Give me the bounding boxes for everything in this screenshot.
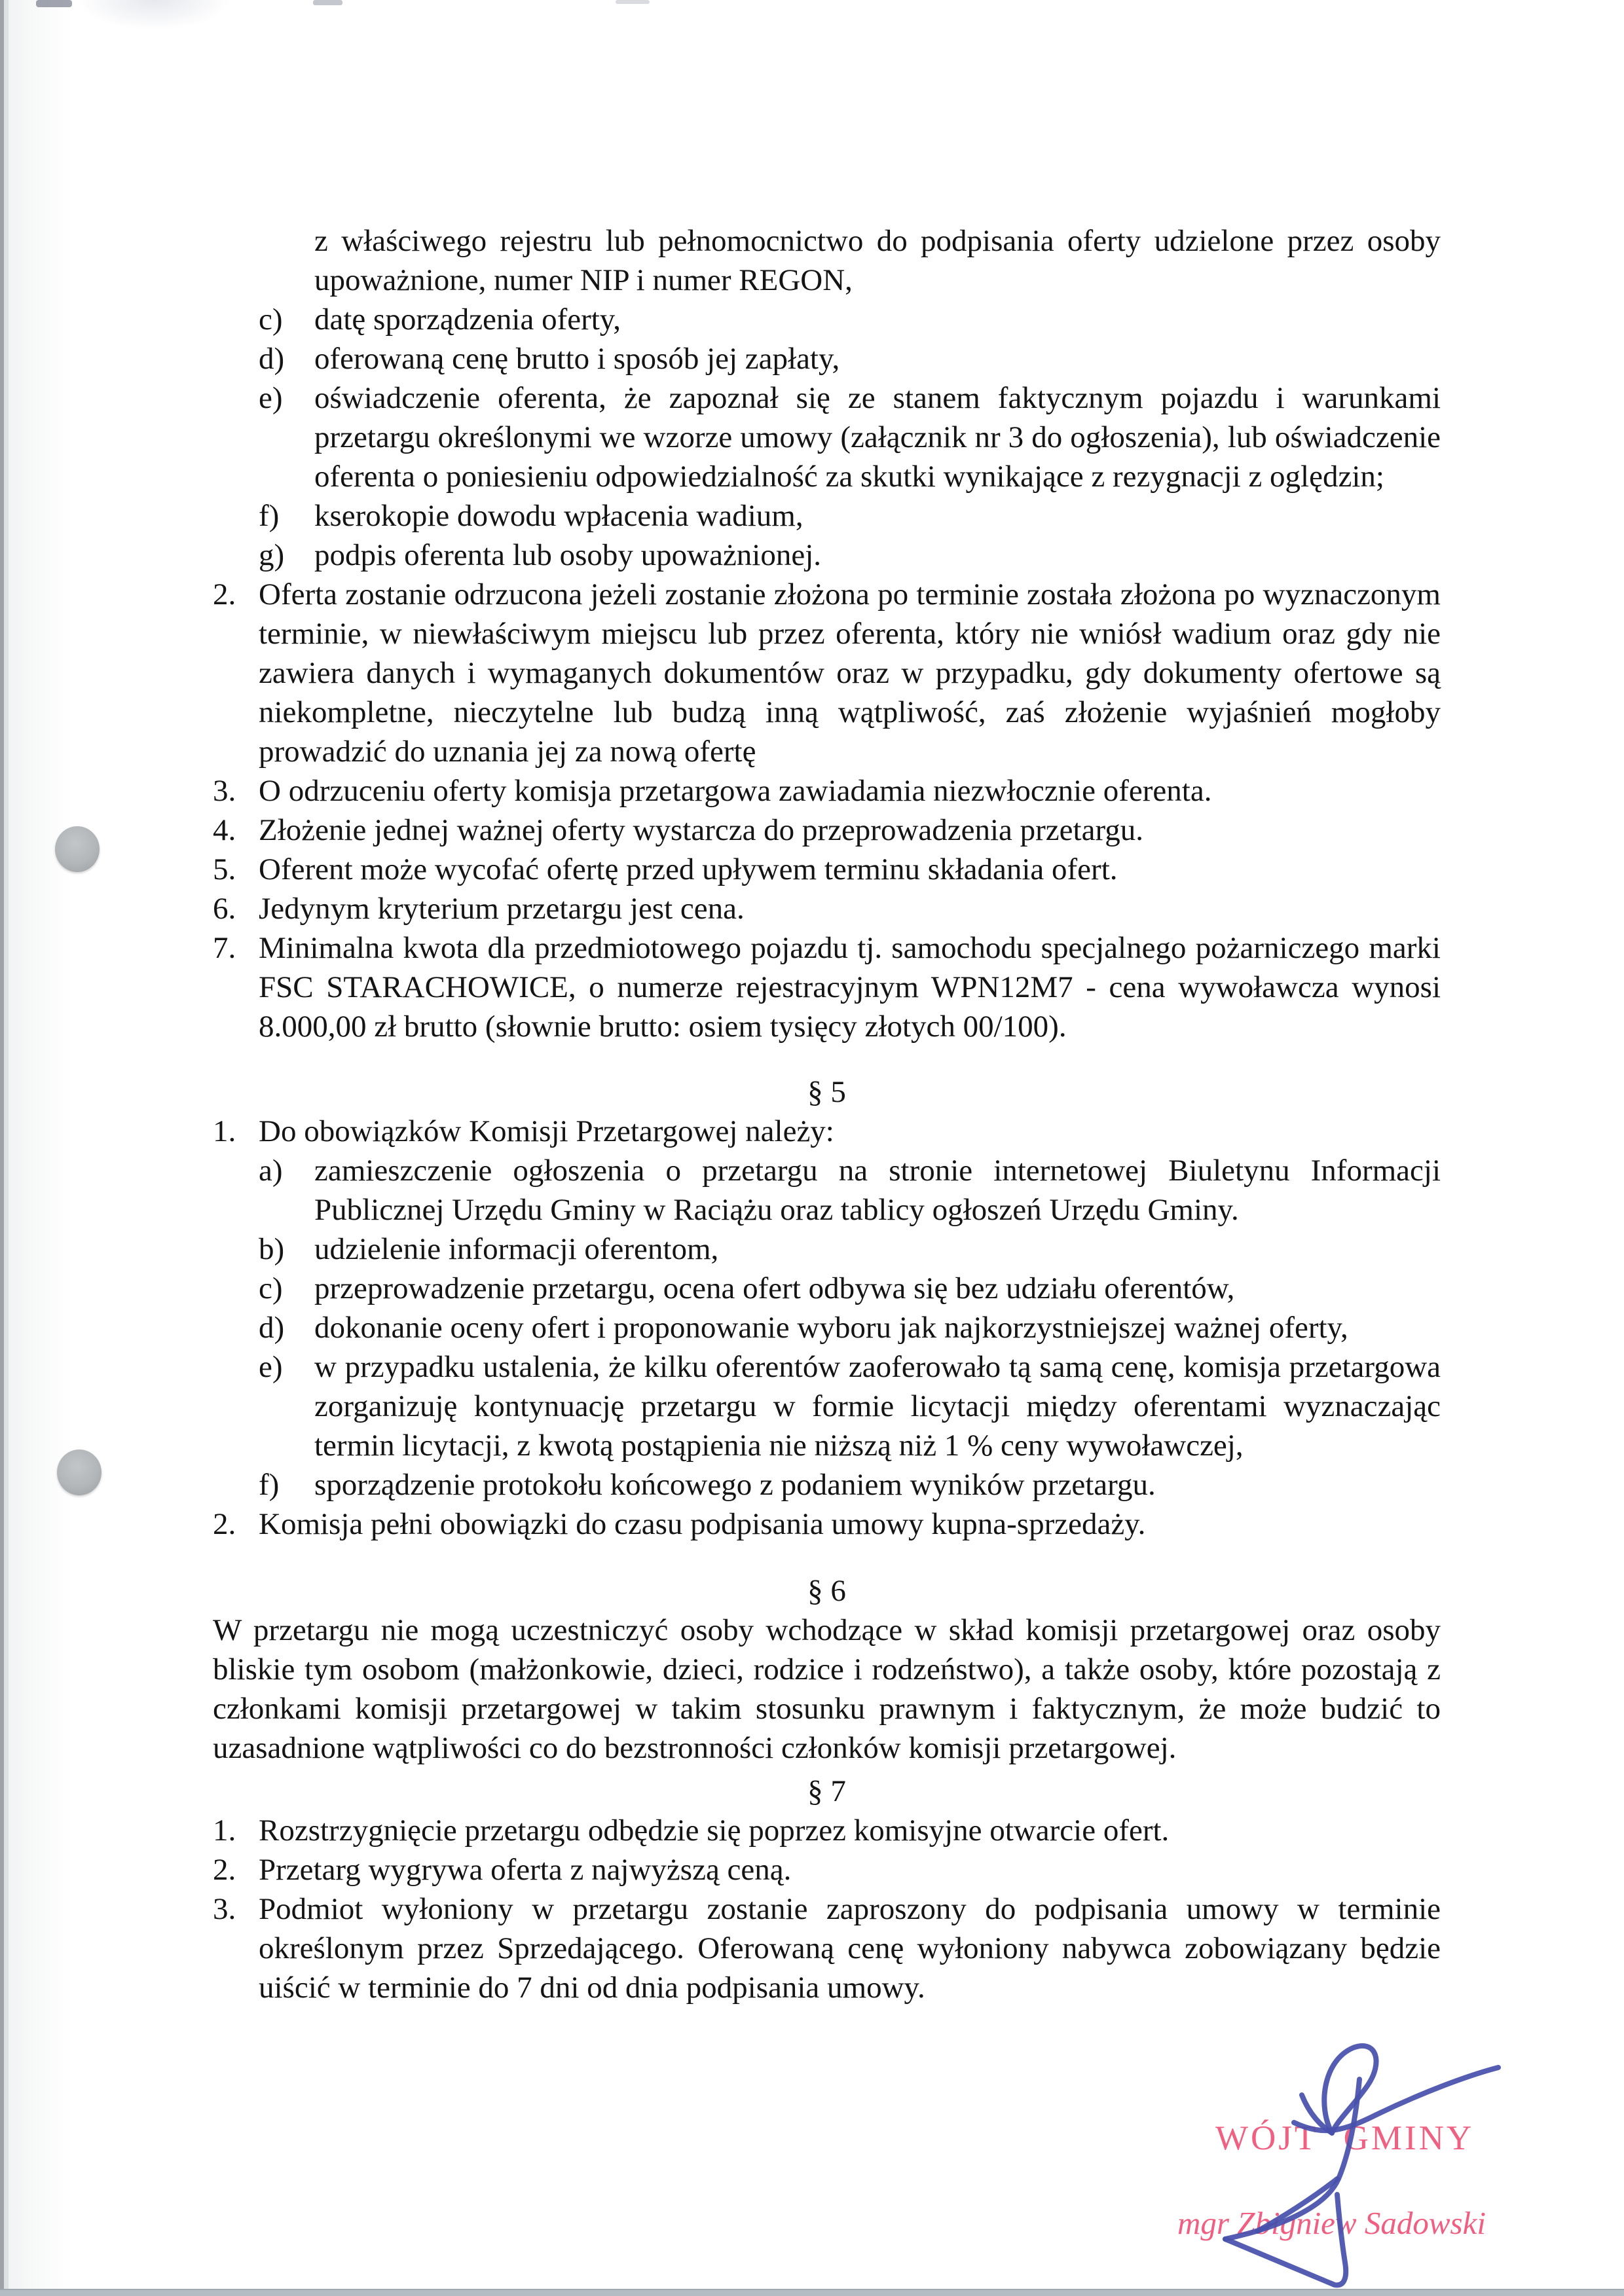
section-heading: § 7: [807, 1774, 846, 1808]
section-heading: § 6: [807, 1574, 846, 1608]
list-item-numbered: [213, 1504, 1441, 1544]
list-item-label: b): [259, 1232, 285, 1266]
list-item-text: Minimalna kwota dla przedmiotowego pojazdu tj. samochodu specjalnego pożarniczego marki FSC STARACHOWICE, o numerze rejestracyjnym WPN12M7 - cena wywoławcza wynosi 8.000,00 zł brutto (słownie brutto: osiem tysięcy złotych 00/100).: [259, 931, 1441, 1044]
list-item-letter: [259, 378, 1441, 496]
list-item-label: 3.: [213, 1892, 236, 1926]
list-item-letter: [259, 1347, 1441, 1465]
list-item-numbered: [213, 1112, 1441, 1151]
list-item-label: f): [259, 499, 280, 533]
list-item-text: przeprowadzenie przetargu, ocena ofert odbywa się bez udziału oferentów,: [314, 1271, 1235, 1305]
list-item-text: udzielenie informacji oferentom,: [314, 1232, 719, 1266]
document-body: [213, 221, 1441, 2007]
signature-stroke-inner: [1257, 2179, 1337, 2231]
list-item-letter: [259, 1308, 1441, 1347]
list-item-numbered: [213, 1889, 1441, 2007]
list-item-letter: [259, 339, 1441, 378]
list-item-label: d): [259, 1311, 285, 1345]
list-item-letter: [259, 536, 1441, 575]
list-item-text: O odrzuceniu oferty komisja przetargowa zawiadamia niezwłocznie oferenta.: [259, 774, 1212, 808]
list-item-text: Jedynym kryterium przetargu jest cena.: [259, 892, 745, 926]
list-item-label: 5.: [213, 852, 236, 886]
stamp-title: WÓJT GMINY: [1215, 2119, 1475, 2157]
list-item-label: c): [259, 1271, 283, 1305]
list-item-letter: [259, 1465, 1441, 1504]
list-item-text: oświadczenie oferenta, że zapoznał się ze stanem faktycznym pojazdu i warunkami przetargu określonymi we wzorze umowy (załącznik nr 3 do ogłoszenia), lub oświadczenie oferenta o poniesieniu odpowiedzialność za skutki wynikające z rezygnacji z oględzin;: [314, 381, 1441, 494]
list-item-text: kserokopie dowodu wpłacenia wadium,: [314, 499, 803, 533]
list-item-label: f): [259, 1468, 280, 1502]
list-item-label: 4.: [213, 813, 236, 847]
list-item-label: 2.: [213, 1853, 236, 1887]
signature-ink: [1166, 2023, 1532, 2296]
list-item-numbered: [213, 850, 1441, 889]
list-item-label: 1.: [213, 1813, 236, 1848]
list-item-label: 2.: [213, 1507, 236, 1541]
list-item-numbered: [213, 889, 1441, 928]
list-item-text: datę sporządzenia oferty,: [314, 302, 621, 337]
list-item-text: Oferent może wycofać ofertę przed upływem terminu składania ofert.: [259, 852, 1118, 886]
list-item-numbered: [213, 575, 1441, 771]
scan-artifact: [616, 0, 650, 4]
list-item-letter: [259, 496, 1441, 536]
list-item-letter: [259, 1230, 1441, 1269]
signature-stroke-triangle: [1225, 2195, 1346, 2285]
list-item-label: e): [259, 381, 283, 415]
section-heading: § 5: [807, 1075, 846, 1109]
section-paragraph: W przetargu nie mogą uczestniczyć osoby wchodzące w skład komisji przetargowej oraz osoby bliskie tym osobom (małżonkowie, dzieci, rodzice i rodzeństwo), a także osoby, które pozostają z członkami komisji przetargowej w takim stosunku prawnym i faktycznym, że może budzić to uzasadnione wątpliwości co do bezstronności członków komisji przetargowej.: [213, 1613, 1441, 1765]
scan-artifact: [77, 0, 231, 30]
list-item-text: Komisja pełni obowiązki do czasu podpisania umowy kupna-sprzedaży.: [259, 1507, 1146, 1541]
list-item-text: Podmiot wyłoniony w przetargu zostanie zaproszony do podpisania umowy w terminie określonym przez Sprzedającego. Oferowaną cenę wyłoniony nabywca zobowiązany będzie uiścić w terminie do 7 dni od dnia podpisania umowy.: [259, 1892, 1441, 2005]
list-item-text: sporządzenie protokołu końcowego z podaniem wyników przetargu.: [314, 1468, 1156, 1502]
list-item-text: Do obowiązków Komisji Przetargowej należy:: [259, 1114, 834, 1148]
list-item-numbered: [213, 928, 1441, 1046]
list-item-label: g): [259, 538, 285, 572]
list-item-letter: [259, 1269, 1441, 1308]
list-item-label: 7.: [213, 931, 236, 965]
list-item-label: 3.: [213, 774, 236, 808]
list-item-label: 6.: [213, 892, 236, 926]
paragraph-continuation: z właściwego rejestru lub pełnomocnictwo do podpisania oferty udzielone przez osoby upoważnione, numer NIP i numer REGON,: [314, 224, 1441, 297]
list-item-text: Przetarg wygrywa oferta z najwyższą ceną.: [259, 1853, 792, 1887]
list-item-numbered: [213, 1850, 1441, 1889]
list-item-label: e): [259, 1350, 283, 1384]
punch-hole: [57, 1449, 101, 1495]
list-item-text: podpis oferenta lub osoby upoważnionej.: [314, 538, 822, 572]
list-item-text: w przypadku ustalenia, że kilku oferentów zaoferowało tą samą cenę, komisja przetargowa zorganizuję kontynuację przetargu w formie licytacji między oferentami wyznaczając termin licytacji, z kwotą postąpienia nie niższą niż 1 % ceny wywoławczej,: [314, 1350, 1441, 1463]
punch-hole: [55, 826, 100, 872]
list-item-numbered: [213, 1811, 1441, 1850]
list-item-text: zamieszczenie ogłoszenia o przetargu na stronie internetowej Biuletynu Informacji Publicznej Urzędu Gminy w Raciążu oraz tablicy ogłoszeń Urzędu Gminy.: [314, 1154, 1441, 1227]
list-item-letter: [259, 300, 1441, 339]
list-item-text: oferowaną cenę brutto i sposób jej zapłaty,: [314, 342, 840, 376]
list-item-label: c): [259, 302, 283, 337]
list-item-text: dokonanie oceny ofert i proponowanie wyboru jak najkorzystniejszej ważnej oferty,: [314, 1311, 1348, 1345]
scan-artifact: [313, 0, 342, 5]
stamp-name: mgr Zbigniew Sadowski: [1177, 2205, 1486, 2241]
list-item-numbered: [213, 771, 1441, 811]
list-item-label: d): [259, 342, 285, 376]
list-item-text: Złożenie jednej ważnej oferty wystarcza do przeprowadzenia przetargu.: [259, 813, 1143, 847]
list-item-label: 1.: [213, 1114, 236, 1148]
list-item-letter: [259, 1151, 1441, 1230]
list-item-numbered: [213, 811, 1441, 850]
scan-artifact: [36, 0, 72, 7]
list-item-label: 2.: [213, 577, 236, 611]
list-item-text: Oferta zostanie odrzucona jeżeli zostanie złożona po terminie została złożona po wyznaczonym terminie, w niewłaściwym miejscu lub przez oferenta, który nie wniósł wadium oraz gdy nie zawiera danych i wymaganych dokumentów oraz w przypadku, gdy dokumenty ofertowe są niekompletne, nieczytelne lub budzą inną wątpliwość, zaś złożenie wyjaśnień mogłoby prowadzić do uznania jej za nową ofertę: [259, 577, 1441, 769]
list-item-label: a): [259, 1154, 283, 1188]
list-item-text: Rozstrzygnięcie przetargu odbędzie się poprzez komisyjne otwarcie ofert.: [259, 1813, 1170, 1848]
scan-edge-left-soft: [4, 0, 9, 2296]
